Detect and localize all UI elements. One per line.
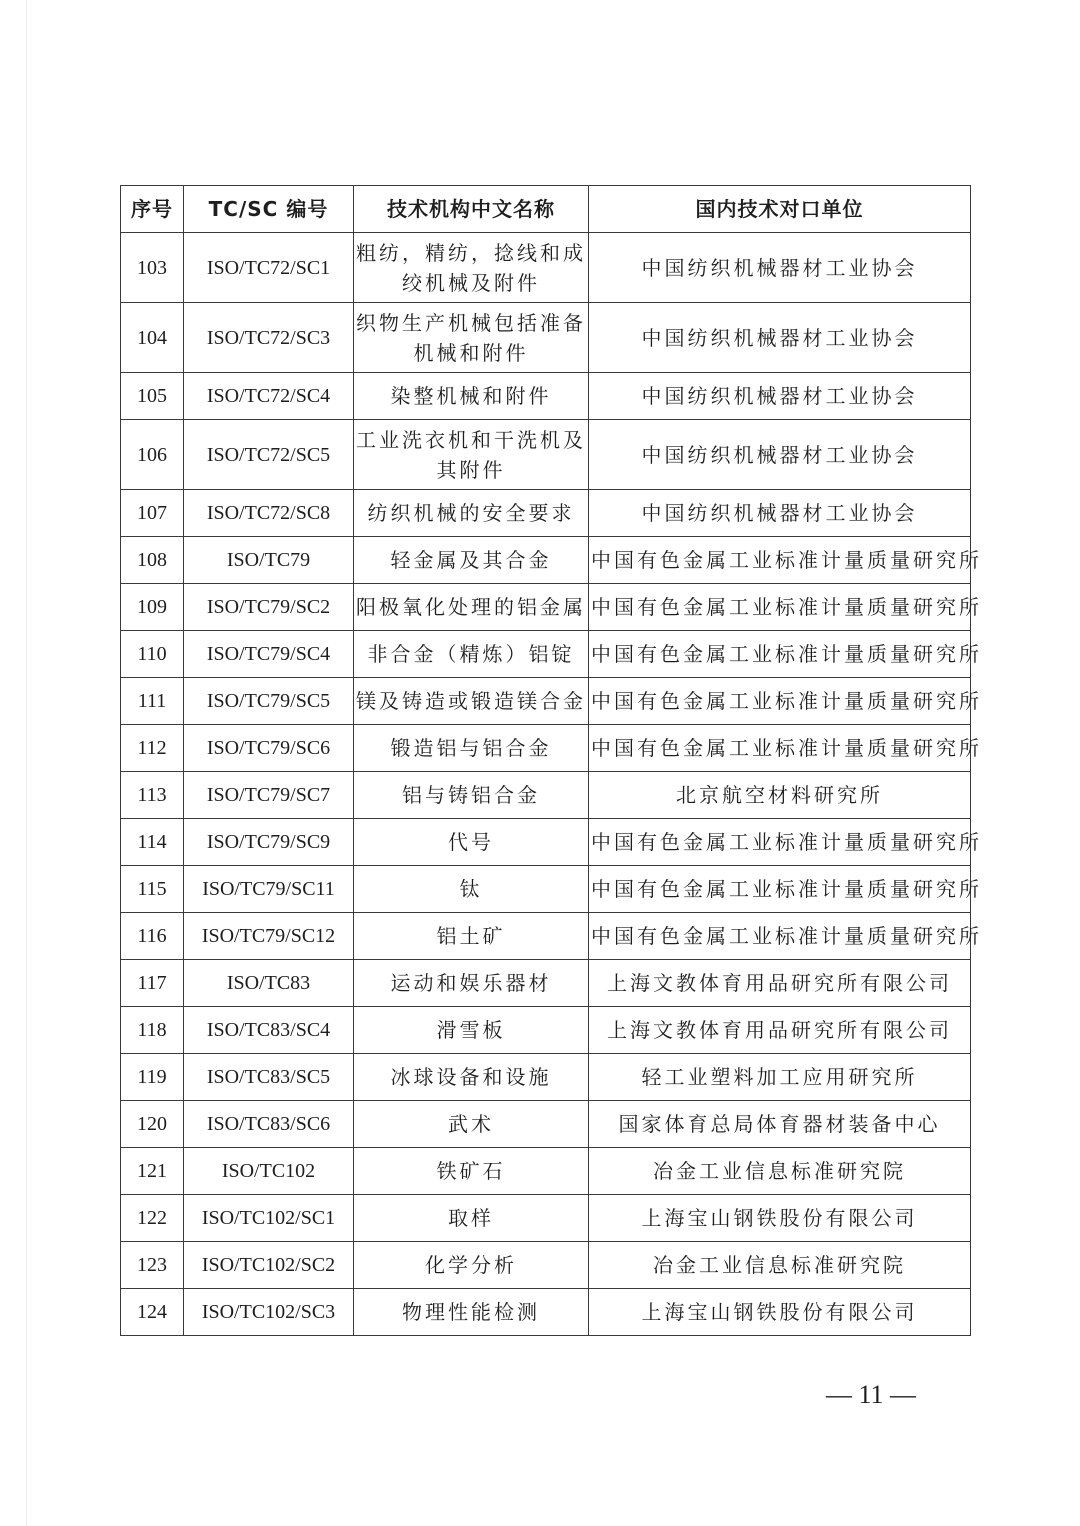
table-row [121,1007,971,1054]
row-name: 轻金属及其合金 [354,537,589,584]
table-row [121,584,971,631]
row-name: 铝与铸铝合金 [354,772,589,819]
row-unit: 中国有色金属工业标准计量质量研究所 [589,866,971,913]
table-row [121,537,971,584]
row-code: ISO/TC79/SC5 [184,678,354,725]
table-row [121,631,971,678]
row-name: 非合金（精炼）铝锭 [354,631,589,678]
table-row [121,725,971,772]
row-name: 镁及铸造或锻造镁合金 [354,678,589,725]
row-unit: 北京航空材料研究所 [589,772,971,819]
row-unit: 中国有色金属工业标准计量质量研究所 [589,725,971,772]
table-row [121,1289,971,1336]
row-seq: 113 [121,772,184,819]
table-row [121,490,971,537]
row-seq: 119 [121,1054,184,1101]
row-unit: 上海宝山钢铁股份有限公司 [589,1289,971,1336]
row-code: ISO/TC72/SC5 [184,420,354,490]
row-seq: 107 [121,490,184,537]
row-unit: 中国纺织机械器材工业协会 [589,373,971,420]
table-row [121,373,971,420]
row-unit: 中国纺织机械器材工业协会 [589,420,971,490]
row-code: ISO/TC83/SC5 [184,1054,354,1101]
row-unit: 中国有色金属工业标准计量质量研究所 [589,631,971,678]
row-name: 染整机械和附件 [354,373,589,420]
row-seq: 110 [121,631,184,678]
row-unit: 上海文教体育用品研究所有限公司 [589,960,971,1007]
row-code: ISO/TC102/SC3 [184,1289,354,1336]
row-seq: 116 [121,913,184,960]
row-name: 纺织机械的安全要求 [354,490,589,537]
row-code: ISO/TC79 [184,537,354,584]
row-seq: 115 [121,866,184,913]
row-unit: 上海宝山钢铁股份有限公司 [589,1195,971,1242]
row-seq: 104 [121,303,184,373]
row-name: 铝土矿 [354,913,589,960]
row-code: ISO/TC72/SC3 [184,303,354,373]
row-name: 运动和娱乐器材 [354,960,589,1007]
row-code: ISO/TC79/SC2 [184,584,354,631]
row-seq: 122 [121,1195,184,1242]
row-unit: 轻工业塑料加工应用研究所 [589,1054,971,1101]
row-seq: 118 [121,1007,184,1054]
row-code: ISO/TC79/SC11 [184,866,354,913]
header-seq: 序号 [121,186,184,233]
row-code: ISO/TC102/SC1 [184,1195,354,1242]
header-unit: 国内技术对口单位 [589,186,971,233]
table-row [121,1148,971,1195]
row-code: ISO/TC79/SC7 [184,772,354,819]
row-unit: 中国有色金属工业标准计量质量研究所 [589,584,971,631]
table-row [121,819,971,866]
row-name: 铁矿石 [354,1148,589,1195]
row-unit: 冶金工业信息标准研究院 [589,1148,971,1195]
row-name: 冰球设备和设施 [354,1054,589,1101]
row-seq: 120 [121,1101,184,1148]
row-unit: 中国有色金属工业标准计量质量研究所 [589,819,971,866]
row-seq: 103 [121,233,184,303]
row-code: ISO/TC72/SC4 [184,373,354,420]
table-row [121,960,971,1007]
row-code: ISO/TC72/SC8 [184,490,354,537]
row-name: 粗纺，精纺，捻线和成绞机械及附件 [354,233,589,303]
row-name: 工业洗衣机和干洗机及其附件 [354,420,589,490]
row-code: ISO/TC102/SC2 [184,1242,354,1289]
row-name: 滑雪板 [354,1007,589,1054]
row-unit: 中国有色金属工业标准计量质量研究所 [589,537,971,584]
row-unit: 冶金工业信息标准研究院 [589,1242,971,1289]
row-seq: 121 [121,1148,184,1195]
page-edge-line [26,0,27,1526]
row-code: ISO/TC79/SC6 [184,725,354,772]
row-unit: 中国有色金属工业标准计量质量研究所 [589,913,971,960]
row-code: ISO/TC83/SC4 [184,1007,354,1054]
row-code: ISO/TC79/SC9 [184,819,354,866]
table-row [121,420,971,490]
table-row [121,678,971,725]
row-unit: 中国纺织机械器材工业协会 [589,490,971,537]
row-name: 代号 [354,819,589,866]
row-code: ISO/TC83/SC6 [184,1101,354,1148]
table-header-row [121,186,971,233]
row-code: ISO/TC83 [184,960,354,1007]
row-seq: 108 [121,537,184,584]
row-seq: 105 [121,373,184,420]
row-name: 钛 [354,866,589,913]
row-seq: 124 [121,1289,184,1336]
row-seq: 117 [121,960,184,1007]
row-name: 锻造铝与铝合金 [354,725,589,772]
row-seq: 111 [121,678,184,725]
table-row [121,1242,971,1289]
page-number: — 11 — [826,1380,917,1409]
standards-table [120,185,982,1336]
row-name: 阳极氧化处理的铝金属 [354,584,589,631]
row-name: 武术 [354,1101,589,1148]
row-seq: 112 [121,725,184,772]
table-row [121,233,971,303]
row-seq: 109 [121,584,184,631]
table-row [121,1054,971,1101]
table-row [121,1101,971,1148]
row-seq: 114 [121,819,184,866]
row-unit: 国家体育总局体育器材装备中心 [589,1101,971,1148]
header-name: 技术机构中文名称 [354,186,589,233]
row-unit: 上海文教体育用品研究所有限公司 [589,1007,971,1054]
row-unit: 中国纺织机械器材工业协会 [589,303,971,373]
row-unit: 中国有色金属工业标准计量质量研究所 [589,678,971,725]
row-unit: 中国纺织机械器材工业协会 [589,233,971,303]
header-code: TC/SC 编号 [184,186,354,233]
table-row [121,866,971,913]
row-seq: 106 [121,420,184,490]
row-name: 取样 [354,1195,589,1242]
row-name: 物理性能检测 [354,1289,589,1336]
row-seq: 123 [121,1242,184,1289]
row-code: ISO/TC79/SC4 [184,631,354,678]
row-code: ISO/TC79/SC12 [184,913,354,960]
row-code: ISO/TC102 [184,1148,354,1195]
table-body [121,233,982,1336]
row-name: 织物生产机械包括准备机械和附件 [354,303,589,373]
row-code: ISO/TC72/SC1 [184,233,354,303]
table-row [121,303,971,373]
table-row [121,772,971,819]
row-name: 化学分析 [354,1242,589,1289]
table-row [121,1195,971,1242]
table-row [121,913,971,960]
